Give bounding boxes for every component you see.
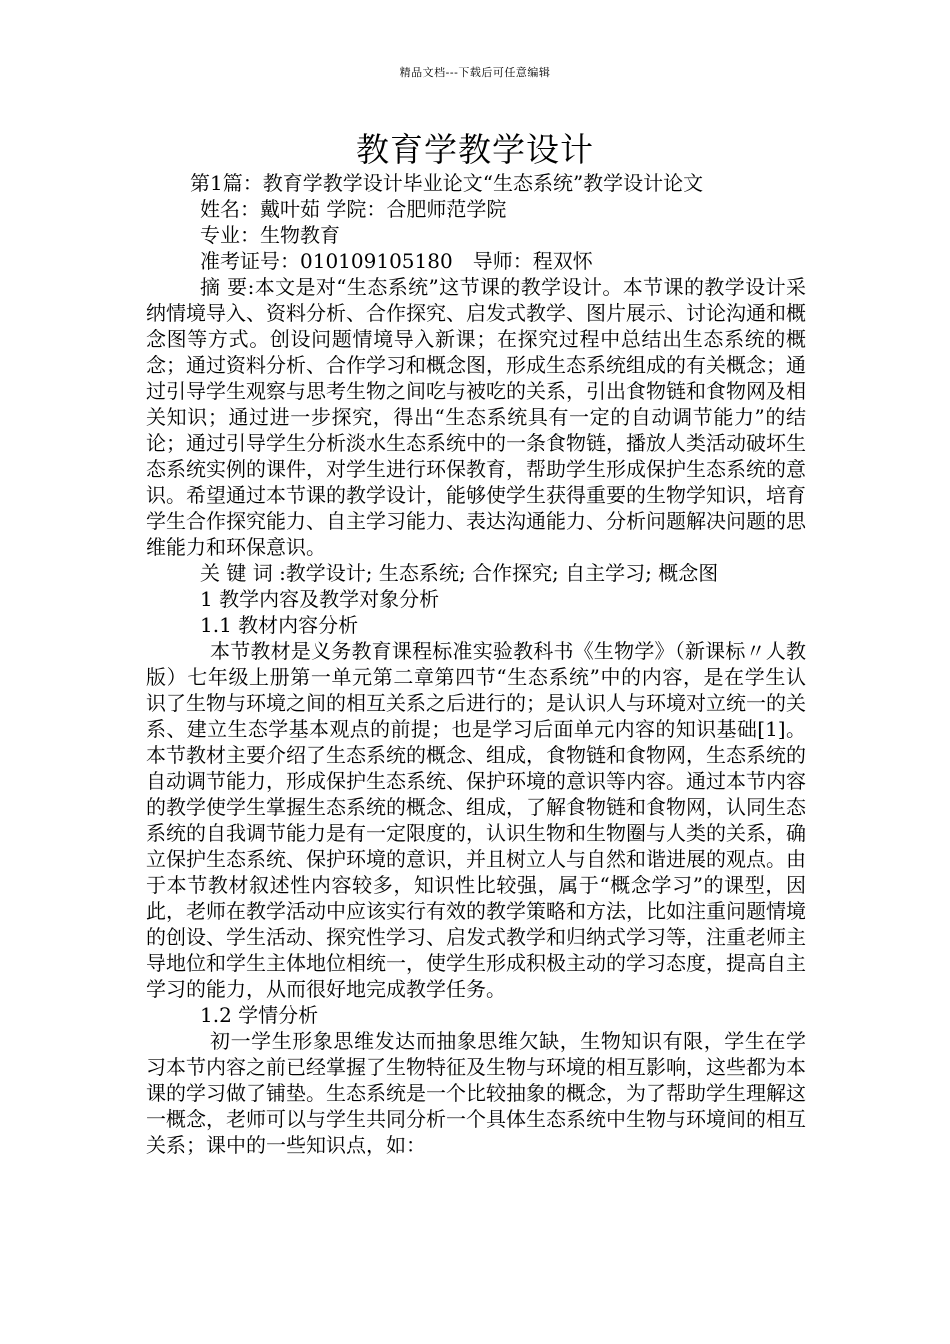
- section-heading-1-2: 1.2 学情分析: [200, 1003, 319, 1027]
- header-note: 精品文档---下载后可任意编辑: [399, 66, 551, 79]
- document-title: 教育学教学设计: [356, 130, 594, 169]
- exam-number-line: 准考证号：010109105180 导师：程双怀: [200, 249, 593, 273]
- subtitle-line: 第1篇：教育学教学设计毕业论文“生态系统”教学设计论文: [190, 171, 704, 195]
- body-paragraph-1-2: 初一学生形象思维发达而抽象思维欠缺，生物知识有限，学生在学习本节内容之前已经掌握了生物特征及生物与环境的相互影响，这些都为本课的学习做了铺垫。生态系统是一个比较抽象的概念，为了帮助学生理解这一概念，老师可以与学生共同分析一个具体生态系统中生物与环境间的相互关系；课中的一些知识点，如：: [146, 1029, 806, 1157]
- section-heading-1: 1 教学内容及教学对象分析: [200, 587, 440, 611]
- section-heading-1-1: 1.1 教材内容分析: [200, 613, 359, 637]
- keywords-paragraph: 关 键 词 :教学设计; 生态系统; 合作探究; 自主学习; 概念图: [200, 561, 719, 585]
- abstract-paragraph: 摘 要:本文是对“生态系统”这节课的教学设计。本节课的教学设计采纳情境导入、资料分析、合作探究、启发式教学、图片展示、讨论沟通和概念图等方式。创设问题情境导入新课；在探究过程中总结出生态系统的概念；通过资料分析、合作学习和概念图，形成生态系统组成的有关概念；通过引导学生观察与思考生物之间吃与被吃的关系，引出食物链和食物网及相关知识；通过进一步探究，得出“生态系统具有一定的自动调节能力”的结论；通过引导学生分析淡水生态系统中的一条食物链，播放人类活动破坏生态系统实例的课件，对学生进行环保教育，帮助学生形成保护生态系统的意识。希望通过本节课的教学设计，能够使学生获得重要的生物学知识，培育学生合作探究能力、自主学习能力、表达沟通能力、分析问题解决问题的思维能力和环保意识。: [146, 275, 806, 559]
- document-body: [146, 170, 806, 1158]
- body-paragraph-1-1: 本节教材是义务教育课程标准实验教科书《生物学》（新课标〃人教版）七年级上册第一单元第二章第四节“生态系统”中的内容，是在学生认识了生物与环境之间的相互关系之后进行的；是认识人与环境对立统一的关系、建立生态学基本观点的前提；也是学习后面单元内容的知识基础[1]。本节教材主要介绍了生态系统的概念、组成，食物链和食物网，生态系统的自动调节能力，形成保护生态系统、保护环境的意识等内容。通过本节内容的教学使学生掌握生态系统的概念、组成，了解食物链和食物网，认同生态系统的自我调节能力是有一定限度的，认识生物和生物圈与人类的关系，确立保护生态系统、保护环境的意识，并且树立人与自然和谐进展的观点。由于本节教材叙述性内容较多，知识性比较强，属于“概念学习”的课型，因此，老师在教学活动中应该实行有效的教学策略和方法，比如注重问题情境的创设、学生活动、探究性学习、启发式教学和归纳式学习等，注重老师主导地位和学生主体地位相统一，使学生形成积极主动的学习态度，提高自主学习的能力，从而很好地完成教学任务。: [146, 639, 806, 1001]
- major-line: 专业：生物教育: [200, 223, 340, 247]
- author-line: 姓名：戴叶茹 学院：合肥师范学院: [200, 197, 507, 221]
